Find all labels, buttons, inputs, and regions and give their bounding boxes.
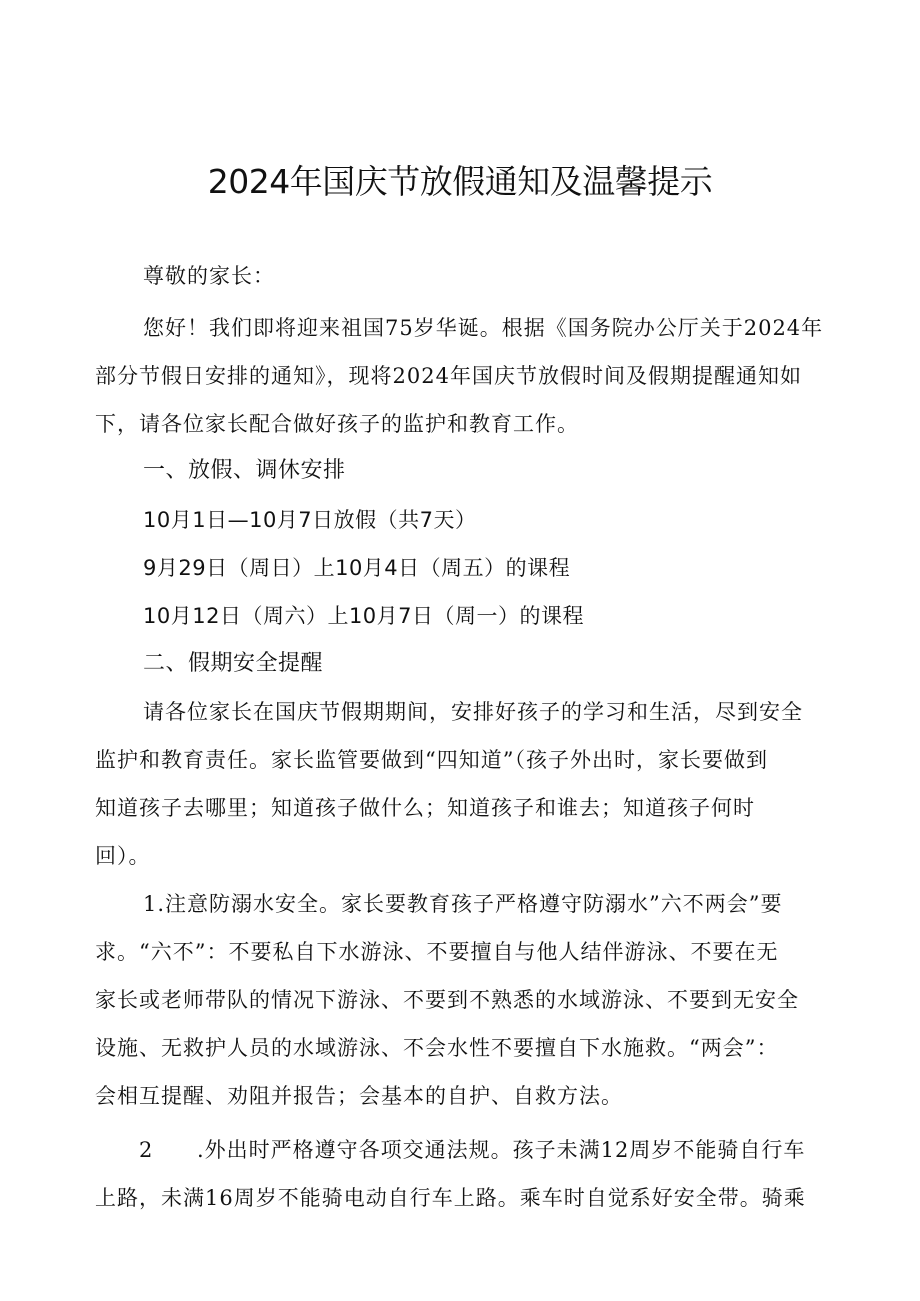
section2-heading: 二、假期安全提醒 <box>143 651 324 676</box>
item2-number: 2 <box>139 1138 153 1162</box>
schedule-item-2: 9月29日（周日）上10月4日（周五）的课程 <box>143 556 571 580</box>
schedule-item-1: 10月1日—10月7日放假（共7天） <box>143 508 477 532</box>
section2-para-line-2: 监护和教育责任。家长监管要做到“四知道”（孩子外出时，家长要做到 <box>95 748 768 772</box>
document-title: 2024年国庆节放假通知及温馨提示 <box>207 162 713 201</box>
intro-line-1: 您好！我们即将迎来祖国75岁华诞。根据《国务院办公厅关于2024年 <box>143 316 824 340</box>
item1-line-5: 会相互提醒、劝阻并报告；会基本的自护、自救方法。 <box>95 1084 623 1108</box>
item2-line-2: 上路，未满16周岁不能骑电动自行车上路。乘车时自觉系好安全带。骑乘 <box>95 1186 806 1210</box>
intro-line-2: 部分节假日安排的通知》，现将2024年国庆节放假时间及假期提醒通知如 <box>95 364 802 388</box>
item1-line-4: 设施、无救护人员的水域游泳、不会水性不要擅自下水施救。“两会”： <box>95 1036 779 1060</box>
item2-line-1: .外出时严格遵守各项交通法规。孩子未满12周岁不能骑自行车 <box>197 1138 806 1162</box>
item1-line-2: 求。“六不”：不要私自下水游泳、不要擅自与他人结伴游泳、不要在无 <box>95 940 779 964</box>
section2-para-line-3: 知道孩子去哪里；知道孩子做什么；知道孩子和谁去；知道孩子何时 <box>95 796 755 820</box>
section2-para-line-1: 请各位家长在国庆节假期期间，安排好孩子的学习和生活，尽到安全 <box>143 700 803 724</box>
section2-para-line-4: 回）。 <box>95 844 151 868</box>
section1-heading: 一、放假、调休安排 <box>143 458 346 483</box>
intro-line-3: 下，请各位家长配合做好孩子的监护和教育工作。 <box>95 412 579 436</box>
schedule-item-3: 10月12日（周六）上10月7日（周一）的课程 <box>143 604 585 628</box>
item1-line-1: 1.注意防溺水安全。家长要教育孩子严格遵守防溺水”六不两会”要 <box>143 892 783 916</box>
salutation: 尊敬的家长： <box>143 264 275 288</box>
item1-line-3: 家长或老师带队的情况下游泳、不要到不熟悉的水域游泳、不要到无安全 <box>95 988 799 1012</box>
